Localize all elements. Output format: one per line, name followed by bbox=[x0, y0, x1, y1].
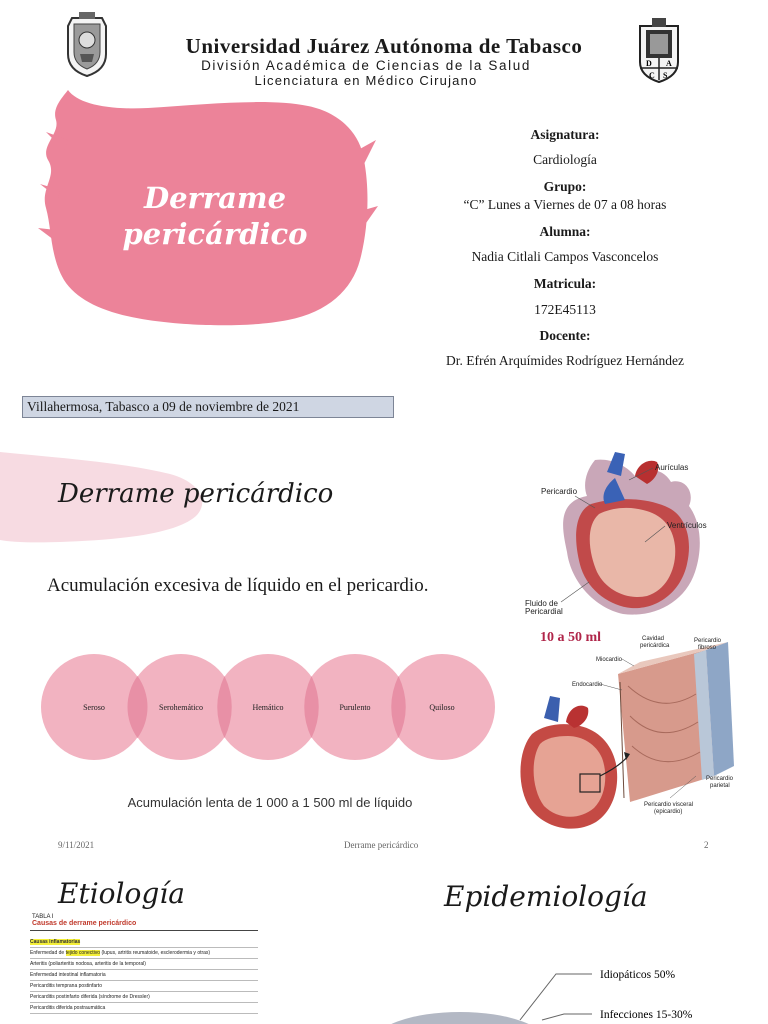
heart2-label-cavidad: Cavidad bbox=[642, 636, 665, 642]
career-name: Licenciatura en Médico Cirujano bbox=[254, 73, 478, 88]
table-caption: TABLA I bbox=[32, 914, 54, 920]
id-label: Matricula: bbox=[533, 276, 597, 291]
heart2-label-pericardio-parietal-2: parietal bbox=[710, 783, 730, 789]
footer-title: Derrame pericárdico bbox=[344, 840, 419, 850]
heart2-label-epicardio: (epicardio) bbox=[654, 809, 683, 815]
epi-label-idiopathic: Idiopáticos 50% bbox=[600, 969, 676, 981]
epidemiology-title: Epidemiología bbox=[444, 880, 648, 913]
heart2-label-endocardio: Endocardio bbox=[572, 682, 603, 688]
heart1-label-pericardial: Pericardial bbox=[525, 607, 563, 616]
fluid-label-hematico: Hemático bbox=[252, 703, 284, 712]
fluid-types-diagram bbox=[40, 653, 500, 761]
heart1-label-fluido: Fluido de bbox=[525, 599, 558, 608]
heart1-label-auriculas: Aurículas bbox=[655, 463, 689, 472]
id-value: 172E45113 bbox=[534, 302, 596, 317]
subject-label: Asignatura: bbox=[530, 127, 600, 142]
definition-text: Acumulación excesiva de líquido en el pericardio. bbox=[47, 575, 429, 596]
fluid-label-serohematico: Serohemático bbox=[159, 703, 203, 712]
cover-title-line2: pericárdico bbox=[122, 217, 308, 251]
crest-letter-a: A bbox=[666, 59, 672, 68]
heart1-label-pericardio: Pericardio bbox=[541, 487, 578, 496]
subject-value: Cardiología bbox=[533, 152, 597, 167]
table-row: Enfermedad de tejido conectivo (lupus, artritis reumatoide, esclerodermia y otras) bbox=[30, 948, 258, 959]
division-crest-right-icon bbox=[632, 16, 686, 90]
fluid-label-purulento: Purulento bbox=[339, 703, 371, 712]
student-value: Nadia Citlali Campos Vasconcelos bbox=[471, 249, 659, 264]
table-row: Pericarditis diferida postraumática bbox=[30, 1003, 258, 1014]
volume-note: Acumulación lenta de 1 000 a 1 500 ml de líquido bbox=[127, 795, 413, 810]
volume-label: 10 a 50 ml bbox=[540, 630, 602, 645]
pericardium-layers-illustration bbox=[510, 626, 735, 834]
group-label: Grupo: bbox=[543, 179, 587, 194]
teacher-value: Dr. Efrén Arquímides Rodríguez Hernández bbox=[445, 353, 685, 368]
table-row: Pericarditis postinfarto diferida (síndrome de Dressler) bbox=[30, 992, 258, 1003]
epidemiology-diagram bbox=[380, 950, 768, 1024]
crest-letter-d: D bbox=[646, 59, 652, 68]
heart2-label-miocardio: Miocardio bbox=[596, 657, 623, 663]
fluid-label-quiloso: Quiloso bbox=[429, 703, 455, 712]
heart2-label-pericardio-parietal-1: Pericardio bbox=[706, 776, 734, 782]
heart-pericardium-illustration bbox=[525, 452, 735, 620]
slide2-title: Derrame pericárdico bbox=[58, 479, 334, 509]
cover-title-line1: Derrame bbox=[143, 181, 287, 215]
epidemiology-donut bbox=[380, 1012, 548, 1024]
etiology-title: Etiología bbox=[58, 877, 185, 910]
division-name: División Académica de Ciencias de la Salud bbox=[201, 58, 531, 73]
university-name: Universidad Juárez Autónoma de Tabasco bbox=[185, 34, 583, 58]
table-title: Causas de derrame pericárdico bbox=[32, 920, 137, 927]
heart2-label-pericardica: pericárdica bbox=[640, 643, 670, 649]
cover-title bbox=[60, 180, 370, 252]
place-date-box: Villahermosa, Tabasco a 09 de noviembre de 2021 bbox=[22, 396, 394, 418]
heart1-label-ventriculos: Ventrículos bbox=[667, 521, 707, 530]
table-row: Enfermedad intestinal inflamatoria bbox=[30, 970, 258, 981]
footer-page-number: 2 bbox=[704, 840, 709, 850]
group-value: “C” Lunes a Viernes de 07 a 08 horas bbox=[463, 197, 667, 212]
causes-table bbox=[30, 912, 258, 1024]
heart2-label-pericardio-visceral: Pericardio visceral bbox=[644, 802, 694, 808]
epi-label-infections: Infecciones 15-30% bbox=[600, 1009, 693, 1021]
cover-slide bbox=[0, 0, 768, 430]
crest-letter-c: C bbox=[649, 71, 655, 80]
fluid-label-seroso: Seroso bbox=[83, 703, 105, 712]
footer-date: 9/11/2021 bbox=[58, 840, 95, 850]
table-row: Arteritis (poliarteritis nodosa, arteritis de la temporal) bbox=[30, 959, 258, 970]
teacher-label: Docente: bbox=[539, 328, 591, 343]
table-row: Pericarditis temprana postinfarto bbox=[30, 981, 258, 992]
student-label: Alumna: bbox=[539, 224, 591, 239]
crest-letter-s: S bbox=[663, 71, 668, 80]
heart2-label-pericardio-fibroso-2: fibroso bbox=[698, 645, 717, 651]
heart2-label-pericardio-fibroso-1: Pericardio bbox=[694, 638, 722, 644]
table-section-header: Causas inflamatorias bbox=[30, 937, 258, 948]
